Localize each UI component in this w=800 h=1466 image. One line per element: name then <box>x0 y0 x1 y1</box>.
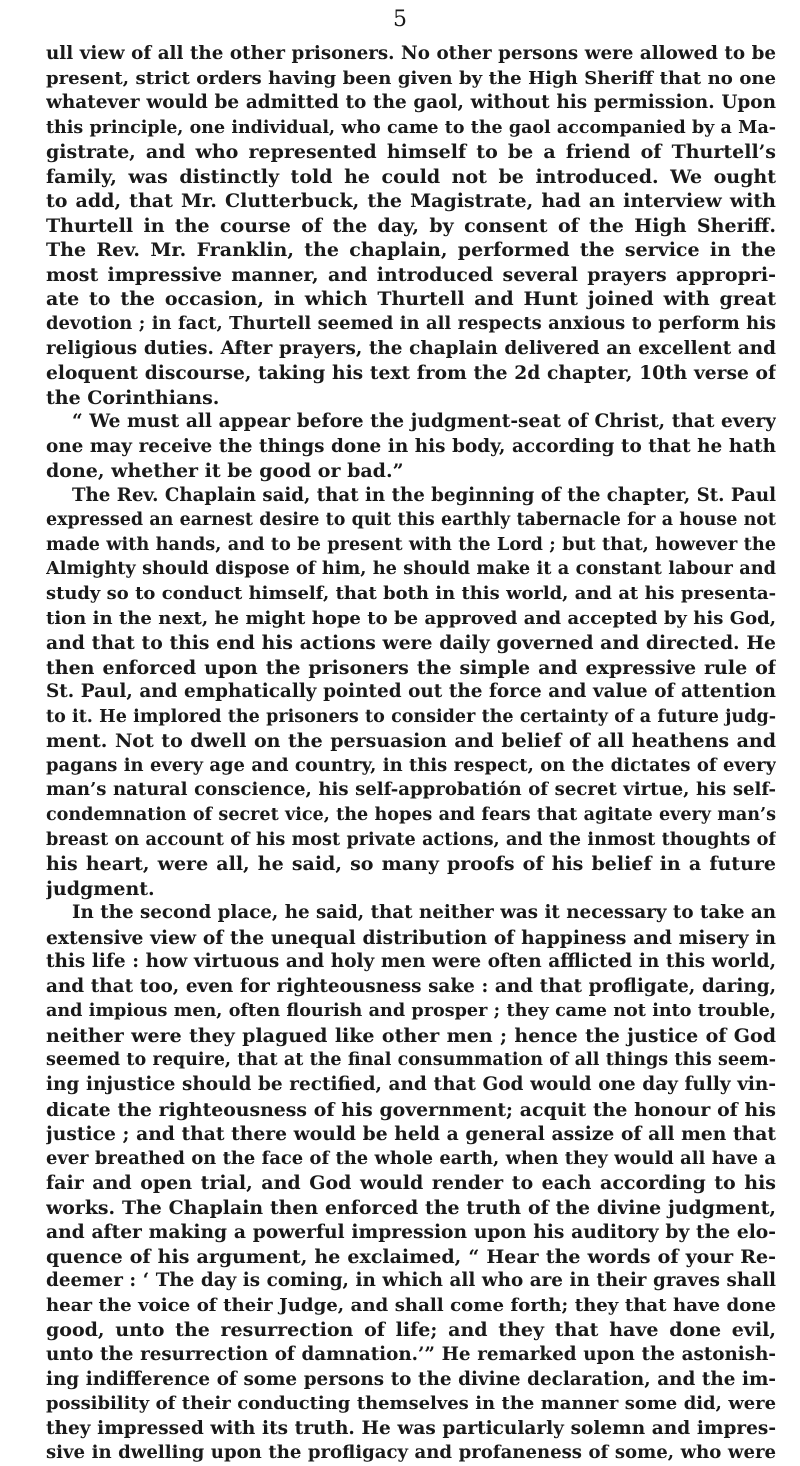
text-line: then enforced upon the prisoners the simple and expressive rule of <box>46 656 776 679</box>
text-line: unto the resurrection of damnation.’” He remarked upon the astonish- <box>46 1343 776 1365</box>
text-line: works. The Chaplain then enforced the truth of the divine judgment, <box>46 1196 776 1219</box>
text-line: family, was distinctly told he could not be introduced. We ought <box>46 165 776 188</box>
text-line: to it. He implored the prisoners to consider the certainty of a future judg- <box>46 706 776 727</box>
text-line: ing injustice should be rectified, and that God would one day fully vin- <box>46 1073 776 1095</box>
text-line: sive in dwelling upon the profligacy and profaneness of some, who were <box>46 1442 776 1464</box>
text-line: ull view of all the other prisoners. No other persons were allowed to be <box>46 43 776 64</box>
text-line: deemer : ‘ The day is coming, in which all who are in their graves shall <box>46 1270 776 1292</box>
text-line: condemnation of secret vice, the hopes and fears that agitate every man’s <box>46 804 776 825</box>
text-line: fair and open trial, and God would render to each according to his <box>46 1172 776 1195</box>
text-line: extensive view of the unequal distribution of happiness and misery in <box>46 926 776 949</box>
text-line: whatever would be admitted to the gaol, without his permission. Upon <box>46 92 776 114</box>
text-line: Thurtell in the course of the day, by consent of the High Sheriff. <box>46 214 776 237</box>
text-line: this principle, one individual, who came to the gaol accompanied by a Ma- <box>46 117 776 138</box>
text-line: and that to this end his actions were daily governed and directed. He <box>46 632 776 655</box>
text-line: religious duties. After prayers, the chaplain delivered an excellent and <box>46 337 776 359</box>
text-line: ate to the occasion, in which Thurtell and Hunt joined with great <box>46 288 776 311</box>
text-line: and that too, even for righteousness sake : and that profligate, daring, <box>46 975 776 997</box>
text-line: Almighty should dispose of him, he should make it a constant labour and <box>46 558 776 580</box>
text-line: the Corinthians. <box>46 386 220 409</box>
text-line: quence of his argument, he exclaimed, “ Hear the words of your Re- <box>46 1245 776 1268</box>
body-text <box>46 42 776 1466</box>
text-line: dicate the righteousness of his government; acquit the honour of his <box>46 1098 776 1121</box>
text-line: this life : how virtuous and holy men were often afflicted in this world, <box>46 951 776 973</box>
text-line: gistrate, and who represented himself to be a friend of Thurtell’s <box>46 141 776 164</box>
text-line: seemed to require, that at the final consummation of all things this seem- <box>46 1050 776 1071</box>
text-line: The Rev. Mr. Franklin, the chaplain, performed the service in the <box>46 239 776 262</box>
text-line: to add, that Mr. Clutterbuck, the Magistrate, had an interview with <box>46 190 776 213</box>
text-line: study so to conduct himself, that both in this world, and at his presenta- <box>46 583 776 605</box>
text-line: judgment. <box>46 877 155 900</box>
text-line: St. Paul, and emphatically pointed out the force and value of attention <box>46 681 776 703</box>
text-line: present, strict orders having been given by the High Sheriff that no one <box>46 67 776 89</box>
text-line: justice ; and that there would be held a general assize of all men that <box>46 1123 776 1146</box>
text-line: breast on account of his most private actions, and the inmost thoughts of <box>46 828 776 850</box>
text-line: pagans in every age and country, in this respect, on the dictates of every <box>46 754 776 776</box>
text-line: made with hands, and to be present with the Lord ; but that, however the <box>46 533 776 555</box>
text-line: In the second place, he said, that neither was it necessary to take an <box>72 902 776 924</box>
text-line: they impressed with its truth. He was particularly solemn and impres- <box>46 1417 776 1439</box>
text-line: neither were they plagued like other men ; hence the justice of God <box>46 1024 776 1047</box>
text-line: one may receive the things done in his body, according to that he hath <box>46 435 776 457</box>
text-line: ing indifference of some persons to the divine declaration, and the im- <box>46 1368 776 1390</box>
text-line: eloquent discourse, taking his text from the 2d chapter, 10th verse of <box>46 362 776 385</box>
page-number: 5 <box>393 7 407 32</box>
text-line: and after making a powerful impression upon his auditory by the elo- <box>46 1221 776 1244</box>
text-line: good, unto the resurrection of life; and they that have done evil, <box>46 1319 776 1342</box>
text-line: possibility of their conducting themselves in the manner some did, were <box>46 1393 776 1415</box>
text-line: ment. Not to dwell on the persuasion and belief of all heathens and <box>46 730 776 753</box>
text-line: devotion ; in fact, Thurtell seemed in all respects anxious to perform his <box>46 313 776 335</box>
text-line: done, whether it be good or bad.” <box>46 460 404 483</box>
text-line: most impressive manner, and introduced several prayers appropri- <box>46 263 776 286</box>
text-line: man’s natural conscience, his self-approbatión of secret virtue, his self- <box>46 779 776 801</box>
text-line: and impious men, often flourish and prosper ; they came not into trouble, <box>46 1000 776 1022</box>
text-line: expressed an earnest desire to quit this earthly tabernacle for a house not <box>46 510 776 531</box>
text-line: “ We must all appear before the judgment-seat of Christ, that every <box>72 411 776 433</box>
text-line: hear the voice of their Judge, and shall come forth; they that have done <box>46 1294 776 1316</box>
text-line: tion in the next, he might hope to be approved and accepted by his God, <box>46 607 776 629</box>
text-line: ever breathed on the face of the whole earth, when they would all have a <box>46 1147 776 1169</box>
text-line: his heart, were all, he said, so many proofs of his belief in a future <box>46 853 776 876</box>
text-line: The Rev. Chaplain said, that in the beginning of the chapter, St. Paul <box>72 484 776 506</box>
